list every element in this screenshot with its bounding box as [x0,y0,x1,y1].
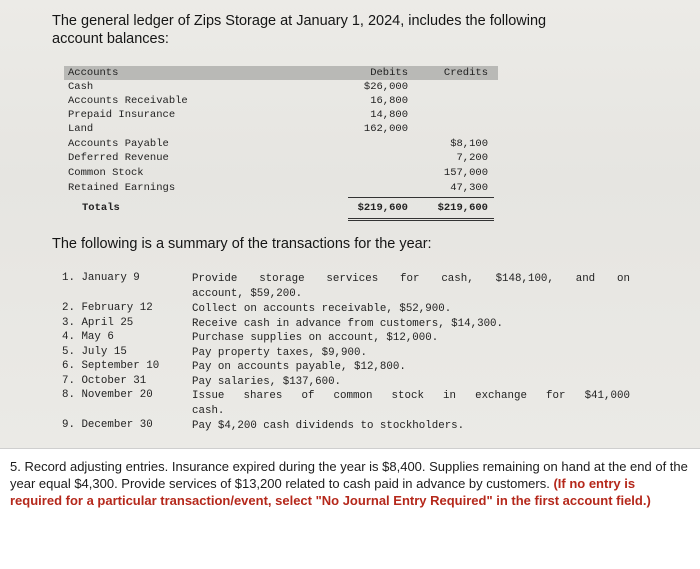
word: services [326,273,379,285]
word: exchange [475,390,527,402]
ledger-account: Accounts Payable [68,138,169,150]
ledger-totals-row [64,202,498,216]
ledger-row [64,95,498,109]
transaction-description [192,389,630,418]
ledger-credit: 47,300 [450,182,488,194]
transaction-description: Collect on accounts receivable, $52,900. [192,303,452,315]
question-text: 5. Record adjusting entries. Insurance expired during the year is $8,400. Supplies remaining on hand at the end of the year equal $4,300. Provide services of $13,200 related to cash paid in advance by customers. [10,459,688,491]
double-rule-bottom [348,220,494,221]
word: storage [259,273,305,285]
ledger-account: Prepaid Insurance [68,109,176,121]
double-rule-top [348,218,494,219]
ledger-debit: 16,800 [370,95,408,107]
ledger-account: Deferred Revenue [68,152,169,164]
word: shares [243,390,283,402]
ledger-header-row [64,67,498,81]
transaction-date: 1. January 9 [62,272,140,284]
word: Issue [192,390,225,402]
word: of [301,390,315,402]
transaction-date: 2. February 12 [62,302,153,314]
description-line-2: account, $59,200. [192,287,303,300]
transaction-description: Pay on accounts payable, $12,800. [192,361,406,373]
ledger-row [64,167,498,181]
totals-rule [348,197,494,198]
word: cash, [441,273,474,285]
ledger-account: Common Stock [68,167,144,179]
ledger-row [64,109,498,123]
description-line-2: cash. [192,404,225,417]
transaction-description: Purchase supplies on account, $12,000. [192,332,439,344]
transaction-description [192,272,630,301]
header-accounts: Accounts [68,67,119,79]
description-line-1 [192,389,630,404]
transaction-date: 9. December 30 [62,419,153,431]
word: on [617,273,630,285]
ledger-account: Retained Earnings [68,182,176,194]
word: for [400,273,420,285]
summary-title: The following is a summary of the transactions for the year: [52,236,432,252]
ledger-row [64,138,498,152]
section-divider [0,448,700,449]
word: Provide [192,273,238,285]
word: stock [391,390,424,402]
header-debits: Debits [370,67,408,79]
ledger-row [64,182,498,196]
totals-label: Totals [82,202,120,214]
ledger-debit: $26,000 [363,81,408,93]
ledger-account: Land [68,123,94,135]
question-prompt [10,458,690,509]
word: in [443,390,456,402]
ledger-row [64,81,498,95]
ledger-table [64,66,498,222]
totals-credit: $219,600 [437,202,488,214]
question-note: (If no entry is required for a particular transaction/event, select "No Journal Entry Required" in the first account field.) [10,476,651,508]
ledger-row [64,123,498,137]
ledger-account: Accounts Receivable [68,95,188,107]
transaction-date: 6. September 10 [62,360,160,372]
ledger-row [64,152,498,166]
transaction-description: Pay salaries, $137,600. [192,375,342,388]
word: $41,000 [584,390,630,402]
transaction-date: 4. May 6 [62,331,114,343]
ledger-credit: 157,000 [443,167,488,179]
description-line-1 [192,272,630,287]
word: and [575,273,596,285]
ledger-credit: 7,200 [456,152,488,164]
totals-debit: $219,600 [357,202,408,214]
word: $148,100, [495,273,554,285]
ledger-debit: 14,800 [370,109,408,121]
transaction-date: 3. April 25 [62,316,134,329]
ledger-account: Cash [68,81,94,93]
transaction-description: Pay property taxes, $9,900. [192,346,367,359]
header-credits: Credits [443,67,488,79]
transaction-description: Receive cash in advance from customers, $14,300. [192,317,504,330]
word: common [333,390,373,402]
ledger-credit: $8,100 [450,138,488,150]
ledger-debit: 162,000 [363,123,408,135]
transaction-description: Pay $4,200 cash dividends to stockholders. [192,420,465,432]
transaction-date: 5. July 15 [62,345,127,358]
transaction-date: 8. November 20 [62,389,153,401]
word: for [546,390,566,402]
transaction-date: 7. October 31 [62,374,147,387]
intro-text: The general ledger of Zips Storage at January 1, 2024, includes the following account balances: [52,13,547,47]
